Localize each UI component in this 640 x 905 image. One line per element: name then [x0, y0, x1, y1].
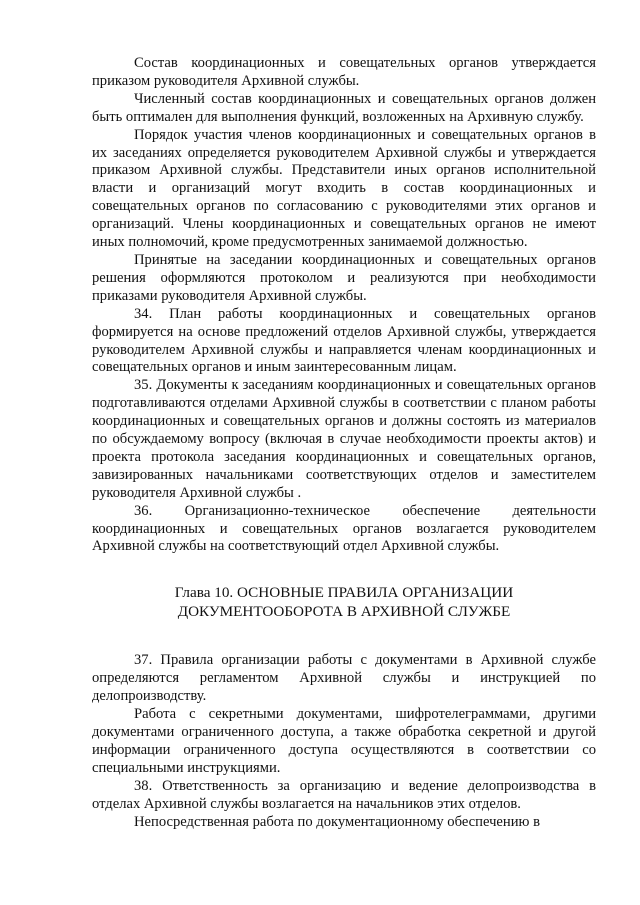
paragraph: Состав координационных и совещательных органов утверждается приказом руководителя Архивной службы.	[92, 55, 596, 89]
paragraph: Работа с секретными документами, шифротелеграммами, другими документами ограниченного доступа, а также обработка секретной и другой информации ограниченного доступа осуществляются в соответствии со специальными инструкциями.	[92, 706, 596, 776]
paragraph-item-34: 34. План работы координационных и совещательных органов формируется на основе предложений отделов Архивной службы, утверждается руководителем Архивной службы и направляется членам координационных и совещательных органов и иным заинтересованным лицам.	[92, 305, 596, 376]
paragraph-item-37: 37. Правила организации работы с документами в Архивной службе определяются регламентом Архивной службы и инструкцией по делопроизводству.	[92, 652, 596, 705]
paragraph: Принятые на заседании координационных и совещательных органов решения оформляются протоколом и реализуются при необходимости приказами руководителя Архивной службы.	[92, 251, 596, 304]
paragraph-item-35: 35. Документы к заседаниям координационных и совещательных органов подготавливаются отделами Архивной службы в соответствии с планом работы координационных и совещательных органов и должны состоять из материалов по обсуждаемому вопросу (включая в случае необходимости проекты актов) и проекта протокола заседания координационных и совещательных органов, завизированных начальниками соответствующих отделов и заместителем руководителя Архивной службы .	[92, 377, 596, 501]
paragraph-item-38: 38. Ответственность за организацию и ведение делопроизводства в отделах Архивной службы возлагается на начальников этих отделов.	[92, 777, 596, 812]
paragraph-item-36: 36. Организационно-техническое обеспечение деятельности координационных и совещательных органов возлагается руководителем Архивной службы на соответствующий отдел Архивной службы.	[92, 502, 596, 555]
chapter-heading-line-1: Глава 10. ОСНОВНЫЕ ПРАВИЛА ОРГАНИЗАЦИИ	[174, 584, 514, 602]
chapter-heading-line-2: ДОКУМЕНТООБОРОТА В АРХИВНОЙ СЛУЖБЕ	[177, 602, 511, 620]
paragraph: Численный состав координационных и совещательных органов должен быть оптимален для выполнения функций, возложенных на Архивную службу.	[92, 90, 596, 125]
paragraph: Порядок участия членов координационных и совещательных органов в их заседаниях определяется руководителем Архивной службы и утверждается приказом Архивной службы. Представители иных органов исполнительной власти и организаций могут входить в состав координационных и совещательных органов по согласованию с руководителями этих органов и организаций. Члены координационных и совещательных органов не имеют иных полномочий, кроме предусмотренных занимаемой должностью.	[92, 126, 596, 251]
document-body	[92, 55, 596, 831]
paragraph: Непосредственная работа по документационному обеспечению в	[134, 813, 540, 830]
chapter-heading	[92, 584, 596, 621]
